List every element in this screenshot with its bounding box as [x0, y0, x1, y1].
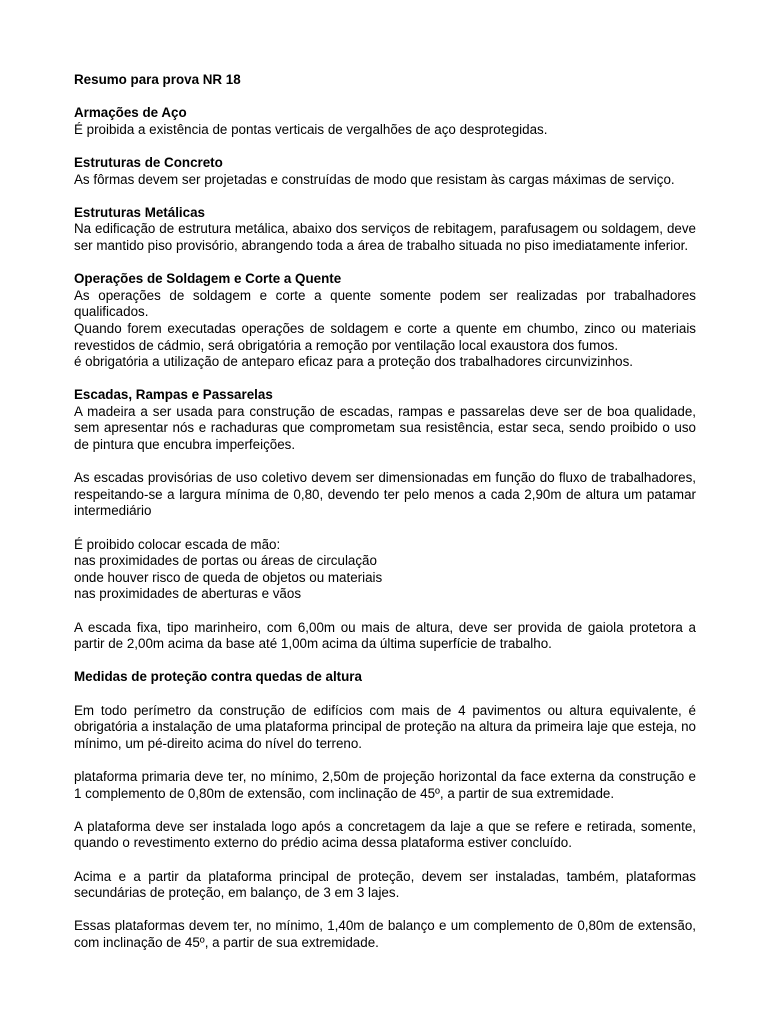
- paragraph: Em todo perímetro da construção de edifícios com mais de 4 pavimentos ou altura equivalente, é obrigatória a instalação de uma plataforma principal de proteção na altura da primeira laje que esteja, no mínimo, um pé-direito acima do nível do terreno.: [74, 702, 696, 751]
- paragraph: A plataforma deve ser instalada logo após a concretagem da laje a que se refere e retirada, somente, quando o revestimento externo do prédio acima dessa plataforma estiver concluído.: [74, 818, 696, 851]
- paragraph: A escada fixa, tipo marinheiro, com 6,00m ou mais de altura, deve ser provida de gaiola protetora a partir de 2,00m acima da base até 1,00m acima da última superfície de trabalho.: [74, 619, 696, 652]
- paragraph: Essas plataformas devem ter, no mínimo, 1,40m de balanço e um complemento de 0,80m de extensão, com inclinação de 45º, a partir de sua extremidade.: [74, 918, 696, 950]
- paragraph: Na edificação de estrutura metálica, abaixo dos serviços de rebitagem, parafusagem ou soldagem, deve ser mantido piso provisório, abrangendo toda a área de trabalho situada no piso imediatamente inferior.: [74, 221, 696, 253]
- paragraph: As fôrmas devem ser projetadas e construídas de modo que resistam às cargas máximas de serviço.: [74, 171, 675, 187]
- document-title: Resumo para prova NR 18: [74, 72, 241, 87]
- section-armacoes: [74, 105, 696, 138]
- paragraph: As operações de soldagem e corte a quente somente podem ser realizadas por trabalhadores qualificados.: [74, 287, 696, 320]
- section-soldagem: [74, 271, 696, 371]
- paragraph: é obrigatória a utilização de anteparo eficaz para a proteção dos trabalhadores circunvizinhos.: [74, 354, 634, 370]
- paragraph: plataforma primaria deve ter, no mínimo, 2,50m de projeção horizontal da face externa da construção e 1 complemento de 0,80m de extensão, com inclinação de 45º, a partir de sua extremidade.: [74, 768, 696, 801]
- section-escadas: [74, 387, 696, 653]
- list-item: onde houver risco de queda de objetos ou materiais: [74, 569, 383, 585]
- paragraph: A madeira a ser usada para construção de escadas, rampas e passarelas deve ser de boa qualidade, sem apresentar nós e rachaduras que comprometam sua resistência, estar seca, sendo proibido o uso de pintura que encubra imperfeições.: [74, 403, 696, 453]
- list-item: nas proximidades de portas ou áreas de circulação: [74, 553, 377, 569]
- list-intro: É proibido colocar escada de mão:: [74, 536, 281, 552]
- section-heading-metalicas: Estruturas Metálicas: [74, 204, 205, 220]
- paragraph: Quando forem executadas operações de soldagem e corte a quente em chumbo, zinco ou materiais revestidos de cádmio, será obrigatória a remoção por ventilação local exaustora dos fumos.: [74, 320, 696, 353]
- paragraph: É proibida a existência de pontas verticais de vergalhões de aço desprotegidas.: [74, 121, 548, 137]
- section-heading-escadas: Escadas, Rampas e Passarelas: [74, 387, 273, 403]
- paragraph: Acima e a partir da plataforma principal de proteção, devem ser instaladas, também, plataformas secundárias de proteção, em balanço, de 3 em 3 lajes.: [74, 868, 696, 901]
- section-metalicas: [74, 205, 696, 255]
- section-heading-concreto: Estruturas de Concreto: [74, 154, 223, 170]
- section-quedas: [74, 669, 696, 951]
- section-concreto: [74, 155, 696, 188]
- paragraph: As escadas provisórias de uso coletivo devem ser dimensionadas em função do fluxo de trabalhadores, respeitando-se a largura mínima de 0,80, devendo ter pelo menos a cada 2,90m de altura um patamar intermediário: [74, 470, 696, 519]
- prohibition-list: [74, 537, 696, 603]
- section-heading-quedas: Medidas de proteção contra quedas de altura: [74, 669, 362, 685]
- document-page: [74, 72, 696, 968]
- section-heading-soldagem: Operações de Soldagem e Corte a Quente: [74, 271, 342, 287]
- section-heading-armacoes: Armações de Aço: [74, 105, 187, 121]
- list-item: nas proximidades de aberturas e vãos: [74, 586, 302, 602]
